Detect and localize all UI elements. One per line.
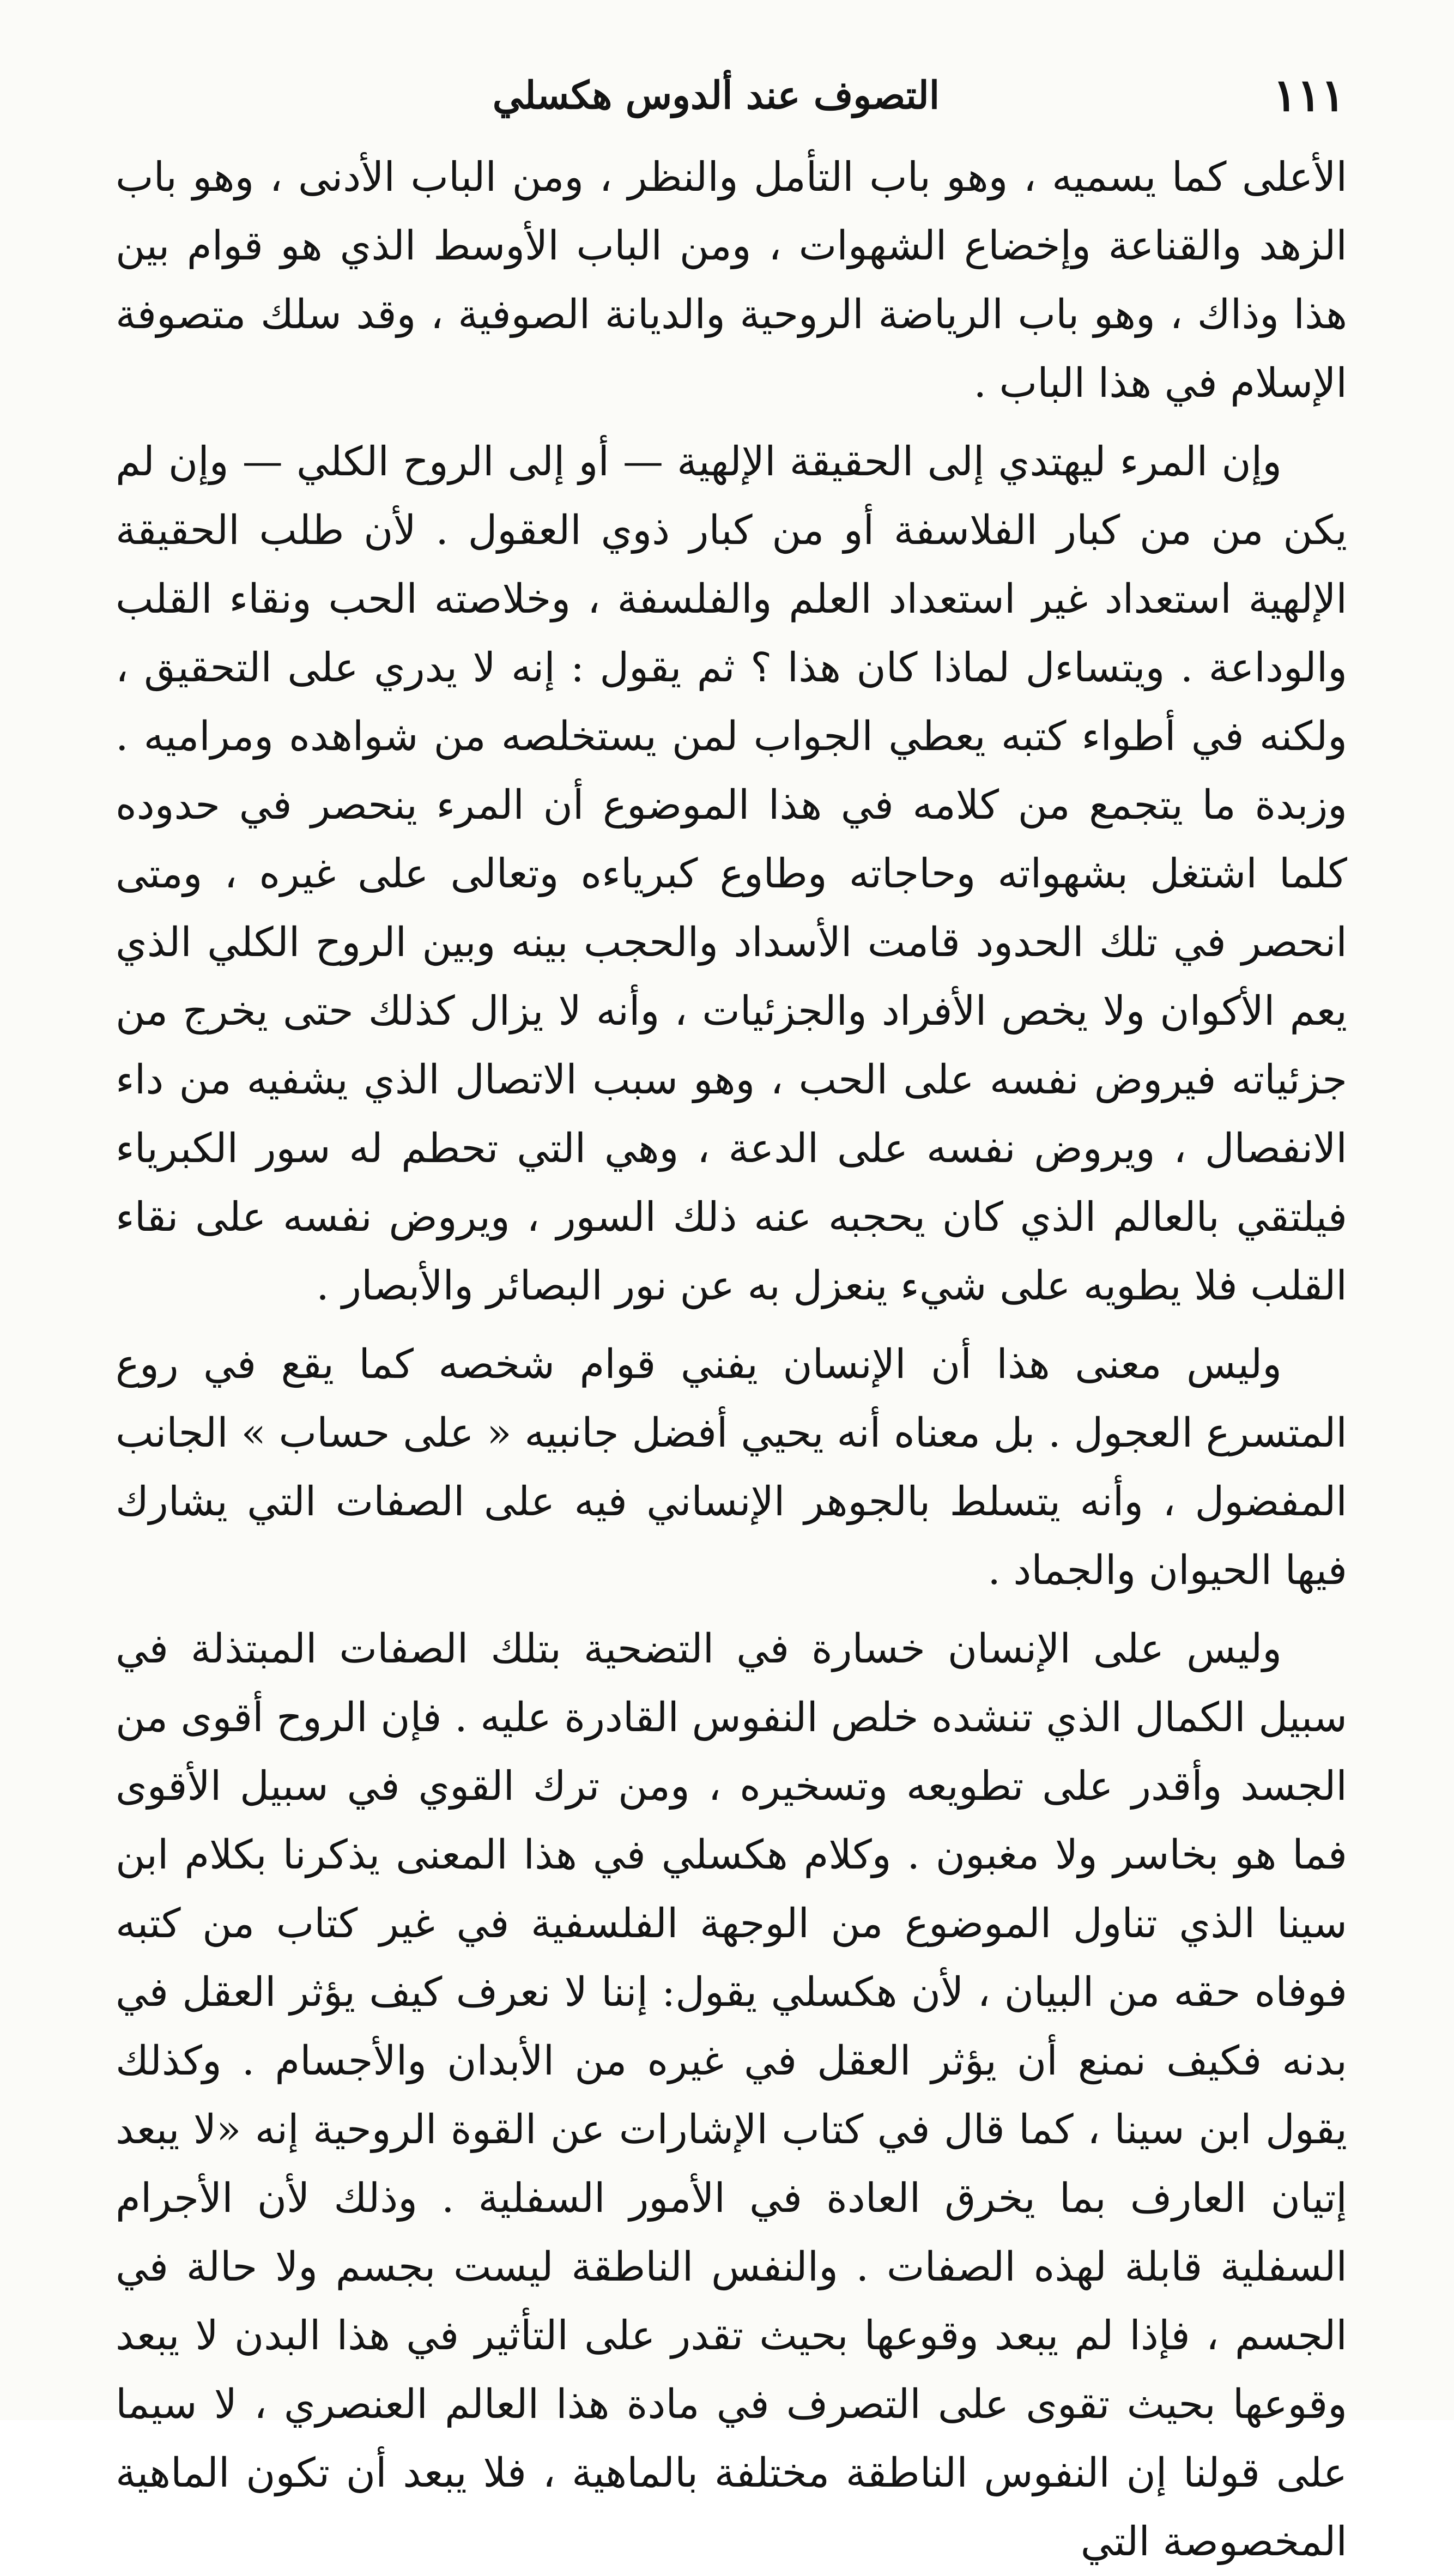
- paragraph: وليس على الإنسان خسارة في التضحية بتلك الصفات المبتذلة في سبيل الكمال الذي تنشده خلص النفوس القادرة عليه . فإن الروح أقوى من الجسد وأقدر على تطويعه وتسخيره ، ومن ترك القوي في سبيل الأقوى فما هو بخاسر ولا مغبون . وكلام هكسلي في هذا المعنى يذكرنا بكلام ابن سينا الذي تناول الموضوع من الوجهة الفلسفية في غير كتاب من كتبه فوفاه حقه من البيان ، لأن هكسلي يقول: إننا لا نعرف كيف يؤثر العقل في بدنه فكيف نمنع أن يؤثر العقل في غيره من الأبدان والأجسام . وكذلك يقول ابن سينا ، كما قال في كتاب الإشارات عن القوة الروحية إنه «لا يبعد إتيان العارف بما يخرق العادة في الأمور السفلية . وذلك لأن الأجرام السفلية قابلة لهذه الصفات . والنفس الناطقة ليست بجسم ولا حالة في الجسم ، فإذا لم يبعد وقوعها بحيث تقدر على التأثير في هذا البدن لا يبعد وقوعها بحيث تقوى على التصرف في مادة هذا العالم العنصري ، لا سيما على قولنا إن النفوس الناطقة مختلفة بالماهية ، فلا يبعد أن تكون الماهية المخصوصة التي: [116, 1625, 1347, 2565]
- paragraph-continuation: الأعلى كما يسميه ، وهو باب التأمل والنظر ، ومن الباب الأدنى ، وهو باب الزهد والقناعة وإخضاع الشهوات ، ومن الباب الأوسط الذي هو قوام بين هذا وذاك ، وهو باب الرياضة الروحية والديانة الصوفية ، وقد سلك متصوفة الإسلام في هذا الباب .: [116, 154, 1347, 407]
- running-title: التصوف عند ألدوس هكسلي: [492, 72, 940, 118]
- paragraph: وليس معنى هذا أن الإنسان يفني قوام شخصه كما يقع في روع المتسرع العجول . بل معناه أنه يحيي أفضل جانبيه « على حساب » الجانب المفضول ، وأنه يتسلط بالجوهر الإنساني فيه على الصفات التي يشارك فيها الحيوان والجماد .: [116, 1341, 1347, 1594]
- body-text: [116, 143, 1347, 2576]
- paragraph: وإن المرء ليهتدي إلى الحقيقة الإلهية — أو إلى الروح الكلي — وإن لم يكن من من كبار الفلاسفة أو من كبار ذوي العقول . لأن طلب الحقيقة الإلهية استعداد غير استعداد العلم والفلسفة ، وخلاصته الحب ونقاء القلب والوداعة . ويتساءل لماذا كان هذا ؟ ثم يقول : إنه لا يدري على التحقيق ، ولكنه في أطواء كتبه يعطي الجواب لمن يستخلصه من شواهده ومراميه . وزبدة ما يتجمع من كلامه في هذا الموضوع أن المرء ينحصر في حدوده كلما اشتغل بشهواته وحاجاته وطاوع كبرياءه وتعالى على غيره ، ومتى انحصر في تلك الحدود قامت الأسداد والحجب بينه وبين الروح الكلي الذي يعم الأكوان ولا يخص الأفراد والجزئيات ، وأنه لا يزال كذلك حتى يخرج من جزئياته فيروض نفسه على الحب ، وهو سبب الاتصال الذي يشفيه من داء الانفصال ، ويروض نفسه على الدعة ، وهي التي تحطم له سور الكبرياء فيلتقي بالعالم الذي كان يحجبه عنه ذلك السور ، ويروض نفسه على نقاء القلب فلا يطويه على شيء ينعزل به عن نور البصائر والأبصار .: [116, 438, 1348, 1309]
- running-header: [153, 65, 1345, 125]
- page-number: ١١١: [1273, 69, 1345, 122]
